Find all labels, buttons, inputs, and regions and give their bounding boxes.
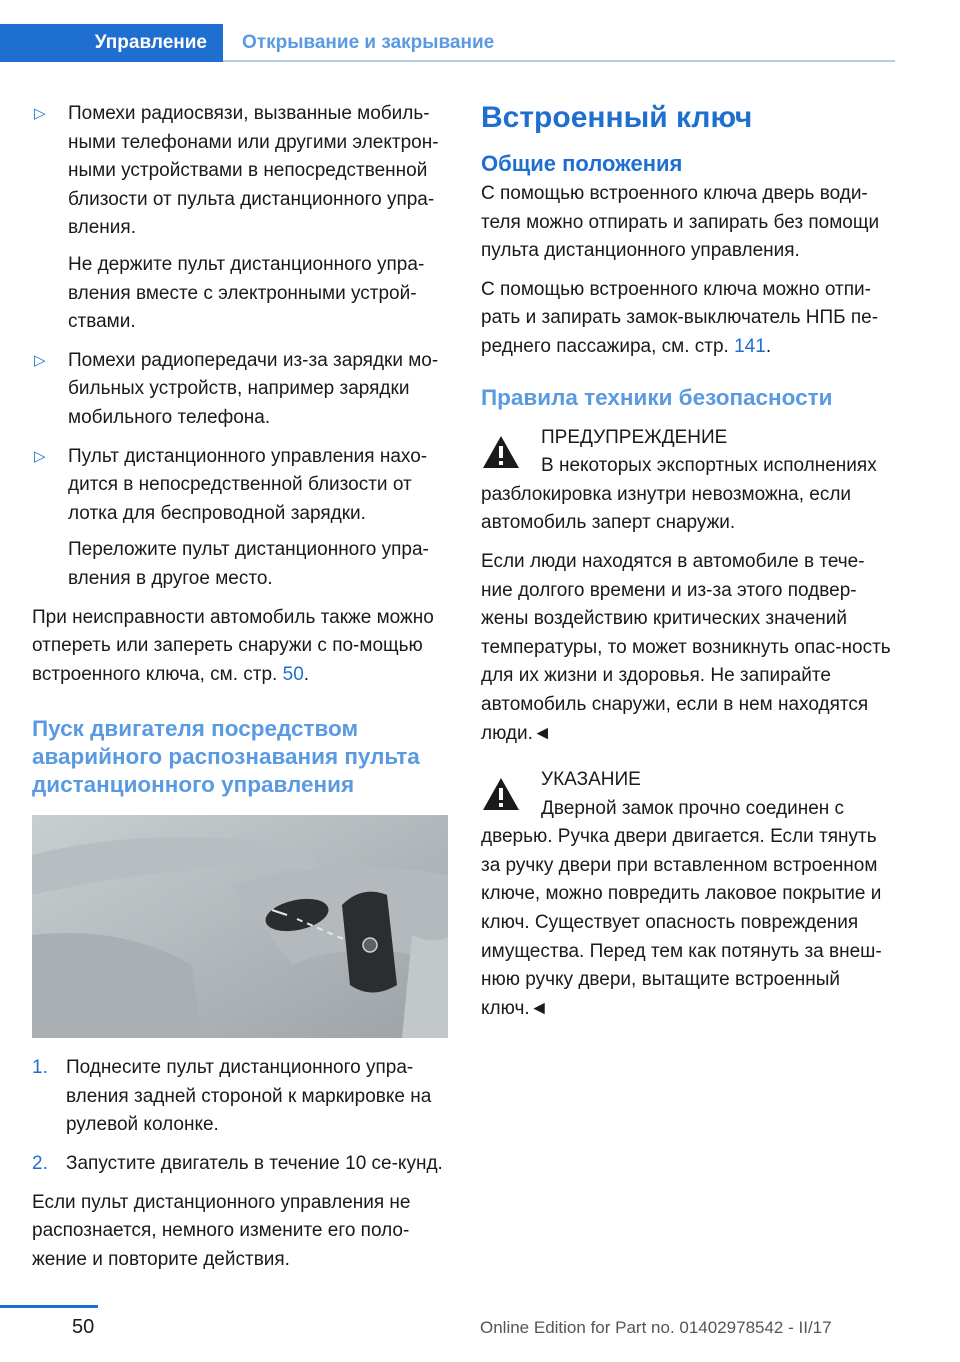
- list-item-text: Пульт дистанционного управления нахо-дится в непосредственной близости от лотка для беспроводной зарядки.: [68, 445, 428, 524]
- list-item: [32, 443, 447, 594]
- right-column: [481, 100, 894, 1033]
- section-heading-safety: Правила техники безопасности: [481, 384, 833, 410]
- list-item: [32, 100, 447, 337]
- warning-text-first: В некоторых экспортных исполнениях: [541, 455, 877, 477]
- header-rule: [223, 60, 895, 62]
- page-link[interactable]: 50: [282, 663, 304, 685]
- list-item: [32, 1150, 447, 1179]
- steering-column-key-photo: [32, 815, 448, 1038]
- note-text: дверью. Ручка двери двигается. Если тянуть за ручку двери при вставленном встроенном ключе, можно повредить лаковое покрытие и ключ. Существует опасность повреждения имущества. Перед тем как потянуть за внеш-нюю ручку двери, вытащите встроенный ключ.◄: [481, 826, 882, 1019]
- edition-note: Online Edition for Part no. 01402978542 - II/17: [480, 1318, 832, 1337]
- warning-notice: [481, 424, 894, 749]
- section-heading-general: Общие положения: [481, 151, 683, 176]
- paragraph-retry: Если пульт дистанционного управления не распознается, немного измените его поло-жение и повторите действия.: [32, 1191, 411, 1270]
- triangle-right-icon: ▷: [34, 447, 46, 465]
- note-label: УКАЗАНИЕ: [541, 769, 641, 791]
- warning-triangle-icon: [481, 776, 521, 812]
- page-title: Встроенный ключ: [481, 101, 753, 134]
- paragraph-general-2: С помощью встроенного ключа можно отпи-рать и запирать замок-выключатель НПБ пе-реднего пассажира, см. стр. 141.: [481, 278, 879, 357]
- note-notice: [481, 766, 894, 1023]
- footer-rule: [0, 1305, 98, 1308]
- list-item-text: Переложите пульт дистанционного упра-вления в другое место.: [68, 539, 429, 589]
- list-item-text: Не держите пульт дистанционного упра-вления вместе с электронными устрой-ствами.: [68, 253, 425, 333]
- warning-triangle-icon: [481, 434, 521, 470]
- triangle-right-icon: ▷: [34, 351, 46, 369]
- triangle-right-icon: ▷: [34, 105, 46, 122]
- warning-label: ПРЕДУПРЕЖДЕНИЕ: [541, 426, 728, 448]
- list-item-text: Помехи радиосвязи, вызванные мобиль-ными телефонами или другими электрон-ными устройствами в непосредственной близости от пульта дистанционного упра-вления.: [68, 103, 439, 239]
- paragraph-general-1: С помощью встроенного ключа дверь води-теля можно отпирать и запирать без помощи пульта дистанционного управления.: [481, 183, 880, 262]
- warning-paragraph: Если люди находятся в автомобиле в тече-ние долгого времени и из-за этого подвер-жены воздействию критических значений температуры, то может возникнуть опас-ность для их жизни и здоровья. Не запирайте автомобиль снаружи, если в нем находятся люди.◄: [481, 550, 891, 744]
- step-text: Поднесите пульт дистанционного упра-вления задней стороной к маркировке на рулевой колонке.: [66, 1057, 432, 1136]
- section-tab[interactable]: Управление: [0, 24, 223, 62]
- list-item: [32, 1054, 447, 1140]
- list-item-text: Помехи радиопередачи из-за зарядки мо-бильных устройств, например зарядки мобильного телефона.: [68, 349, 439, 428]
- step-number: 2.: [32, 1153, 48, 1175]
- page-link[interactable]: 141: [734, 335, 766, 357]
- left-column: [32, 100, 447, 1284]
- page-header: [0, 24, 895, 62]
- note-text-first: Дверной замок прочно соединен с: [541, 797, 845, 819]
- warning-text: разблокировка изнутри невозможна, если автомобиль заперт снаружи.: [481, 483, 852, 534]
- section-heading-engine-start: Пуск двигателя посредством аварийного распознавания пульта дистанционного управления: [32, 716, 420, 798]
- list-item: [32, 347, 447, 433]
- page-number: 50: [72, 1316, 95, 1338]
- subsection-tab[interactable]: Открывание и закрывание: [242, 32, 495, 53]
- step-number: 1.: [32, 1057, 48, 1079]
- step-text: Запустите двигатель в течение 10 се-кунд.: [66, 1153, 443, 1175]
- paragraph-fault: При неисправности автомобиль также можно отпереть или запереть снаружи с по-мощью встроенного ключа, см. стр. 50.: [32, 606, 434, 685]
